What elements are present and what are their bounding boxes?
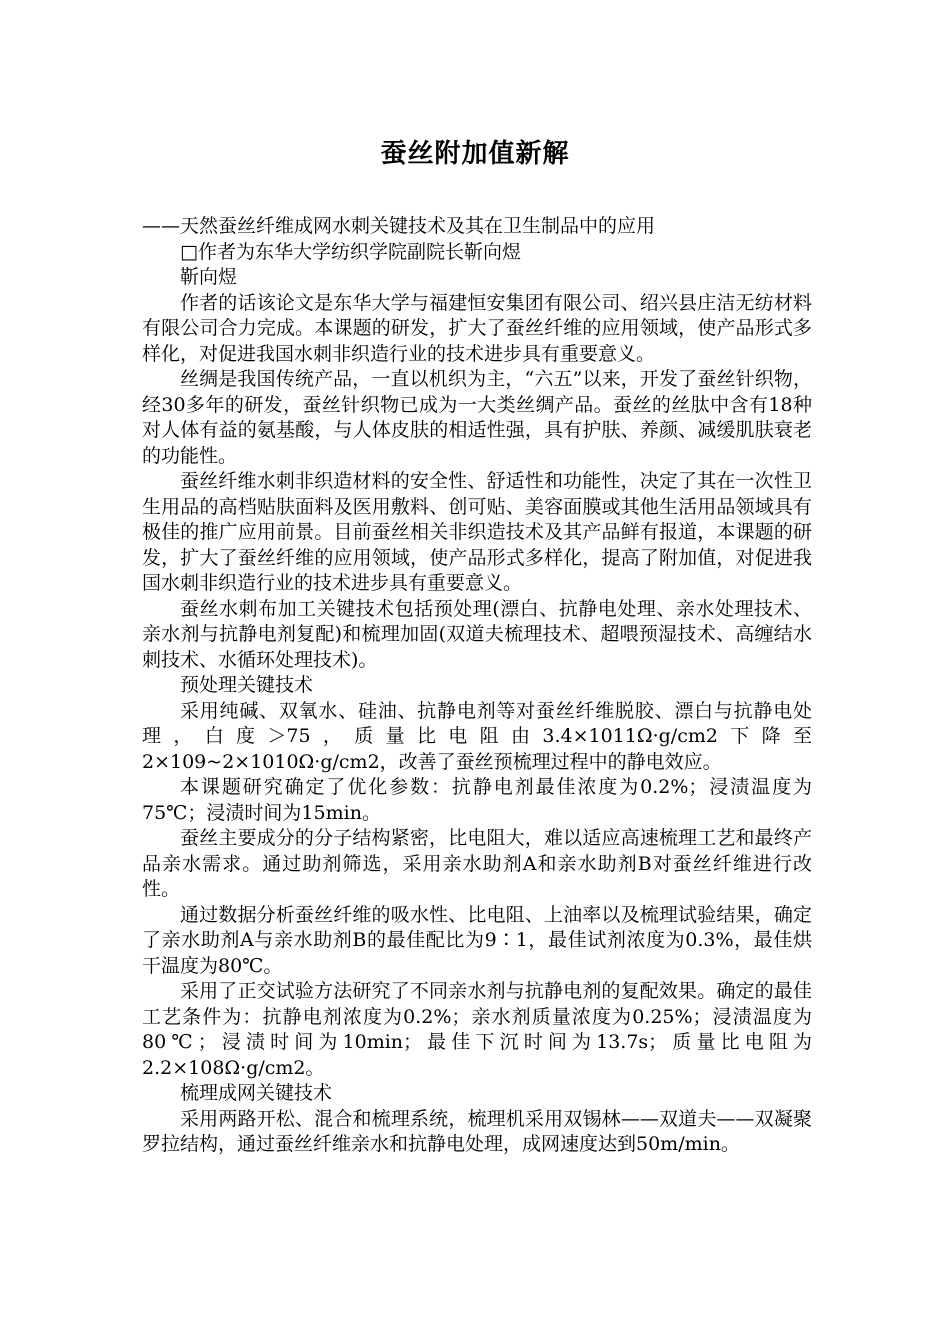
paragraph: 蚕丝主要成分的分子结构紧密，比电阻大，难以适应高速梳理工艺和最终产品亲水需求。通过助剂筛选，采用亲水助剂A和亲水助剂B对蚕丝纤维进行改性。 [142,827,812,900]
paragraph: 采用了正交试验方法研究了不同亲水剂与抗静电剂的复配效果。确定的最佳工艺条件为：抗静电剂浓度为0.2%；亲水剂质量浓度为0.25%；浸渍温度为80℃；浸渍时间为10min；最佳下沉时间为13.7s；质量比电阻为2.2×108Ω·g/cm2。 [142,980,812,1079]
author-name: 靳向煜 [180,266,238,288]
page-title: 蚕丝附加值新解 [380,139,570,169]
author-line: □作者为东华大学纺织学院副院长靳向煜 [180,240,521,263]
subtitle: ——天然蚕丝纤维成网水刺关键技术及其在卫生制品中的应用 [142,215,656,237]
paragraph: 采用两路开松、混合和梳理系统，梳理机采用双锡林——双道夫——双凝聚罗拉结构，通过蚕丝纤维亲水和抗静电处理，成网速度达到50m/min。 [142,1107,812,1155]
paragraph: 本课题研究确定了优化参数：抗静电剂最佳浓度为0.2%；浸渍温度为75℃；浸渍时间为15min。 [142,776,812,824]
paragraph: 丝绸是我国传统产品，一直以机织为主，“六五”以来，开发了蚕丝针织物，经30多年的研发，蚕丝针织物已成为一大类丝绸产品。蚕丝的丝肽中含有18种对人体有益的氨基酸，与人体皮肤的相适性强，具有护肤、养颜、减缓肌肤衰老的功能性。 [142,368,812,467]
section-heading: 梳理成网关键技术 [180,1082,333,1104]
paragraph: 作者的话该论文是东华大学与福建恒安集团有限公司、绍兴县庄洁无纺材料有限公司合力完成。本课题的研发，扩大了蚕丝纤维的应用领域，使产品形式多样化，对促进我国水刺非织造行业的技术进步具有重要意义。 [142,291,812,365]
paragraph: 蚕丝纤维水刺非织造材料的安全性、舒适性和功能性，决定了其在一次性卫生用品的高档贴肤面料及医用敷料、创可贴、美容面膜或其他生活用品领域具有极佳的推广应用前景。目前蚕丝相关非织造技术及其产品鲜有报道，本课题的研发，扩大了蚕丝纤维的应用领域，使产品形式多样化，提高了附加值，对促进我国水刺非织造行业的技术进步具有重要意义。 [142,470,812,594]
paragraph: 通过数据分析蚕丝纤维的吸水性、比电阻、上油率以及梳理试验结果，确定了亲水助剂A与亲水助剂B的最佳配比为9∶1，最佳试剂浓度为0.3%，最佳烘干温度为80℃。 [142,903,812,977]
article-body [142,214,812,1158]
paragraph: 采用纯碱、双氧水、硅油、抗静电剂等对蚕丝纤维脱胶、漂白与抗静电处理，白度＞75，质量比电阻由3.4×1011Ω·g/cm2下降至2×109~2×1010Ω·g/cm2，改善了蚕丝预梳理过程中的静电效应。 [142,699,812,773]
paragraph: 蚕丝水刺布加工关键技术包括预处理(漂白、抗静电处理、亲水处理技术、亲水剂与抗静电剂复配)和梳理加固(双道夫梳理技术、超喂预湿技术、高缠结水刺技术、水循环处理技术)。 [142,597,812,671]
section-heading: 预处理关键技术 [180,674,314,696]
